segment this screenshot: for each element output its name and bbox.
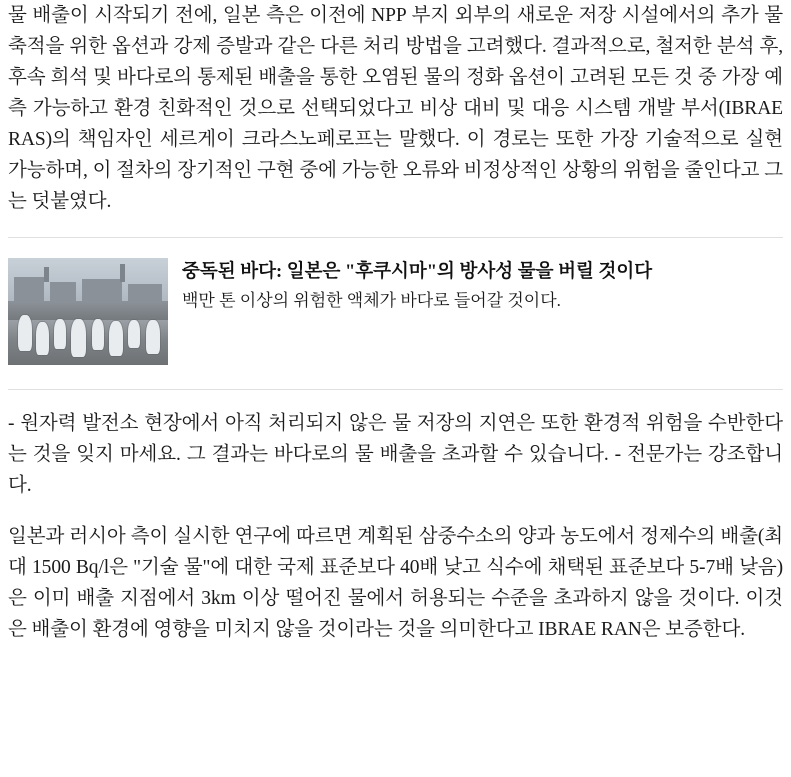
related-article-text <box>182 258 783 313</box>
section-divider-top <box>8 237 783 238</box>
thumbnail-figure <box>146 320 160 354</box>
article-paragraph-2: - 원자력 발전소 현장에서 아직 처리되지 않은 물 저장의 지연은 또한 환경적 위험을 수반한다는 것을 잊지 마세요. 그 결과는 바다로의 물 배출을 초과할 수 있습니다. - 전문가는 강조합니다. <box>8 413 783 496</box>
thumbnail-ground <box>8 320 168 365</box>
article-paragraph-1: 물 배출이 시작되기 전에, 일본 측은 이전에 NPP 부지 외부의 새로운 저장 시설에서의 추가 물 축적을 위한 옵션과 강제 증발과 같은 다른 처리 방법을 고려했다. 결과적으로, 철저한 분석 후, 후속 희석 및 바다로의 통제된 배출을 통한 오염된 물의 정화 옵션이 고려된 모든 것 중 가장 예측 가능하고 환경 친화적인 것으로 선택되었다고 비상 대비 및 대응 시스템 개발 부서(IBRAE RAS)의 책임자인 세르게이 크라스노페로프는 말했다. 이 경로는 또한 가장 기술적으로 실현 가능하며, 이 절차의 장기적인 구현 중에 가능한 오류와 비정상적인 상황의 위험을 줄인다고 그는 덧붙였다. <box>8 5 783 212</box>
related-article-thumbnail[interactable] <box>8 258 168 365</box>
thumbnail-figure <box>92 319 104 350</box>
section-divider-bottom <box>8 389 783 390</box>
thumbnail-figure <box>71 319 86 357</box>
thumbnail-figure <box>18 315 32 351</box>
related-article-title[interactable]: 중독된 바다: 일본은 "후쿠시마"의 방사성 물을 버릴 것이다 <box>182 262 653 282</box>
related-article-card[interactable] <box>8 256 783 371</box>
thumbnail-building-3 <box>82 279 122 303</box>
thumbnail-figure <box>54 319 66 349</box>
thumbnail-building-1 <box>14 277 44 303</box>
thumbnail-chimney-1 <box>44 267 49 282</box>
thumbnail-chimney-2 <box>120 264 125 281</box>
thumbnail-building-4 <box>128 284 162 303</box>
article-paragraph-3: 일본과 러시아 측이 실시한 연구에 따르면 계획된 삼중수소의 양과 농도에서 정제수의 배출(최대 1500 Bq/l은 "기술 물"에 대한 국제 표준보다 40배 낮고 식수에 채택된 표준보다 5-7배 낮음)은 이미 배출 지점에서 3km 이상 떨어진 물에서 허용되는 수준을 초과하지 않을 것이다. 이것은 배출이 환경에 영향을 미치지 않을 것이라는 것을 의미한다고 IBRAE RAN은 보증한다. <box>8 526 783 640</box>
thumbnail-figure <box>128 320 140 348</box>
thumbnail-building-2 <box>50 282 76 303</box>
thumbnail-figure <box>36 322 49 355</box>
related-article-subtitle: 백만 톤 이상의 위험한 액체가 바다로 들어갈 것이다. <box>182 291 561 310</box>
thumbnail-figure <box>109 321 123 356</box>
